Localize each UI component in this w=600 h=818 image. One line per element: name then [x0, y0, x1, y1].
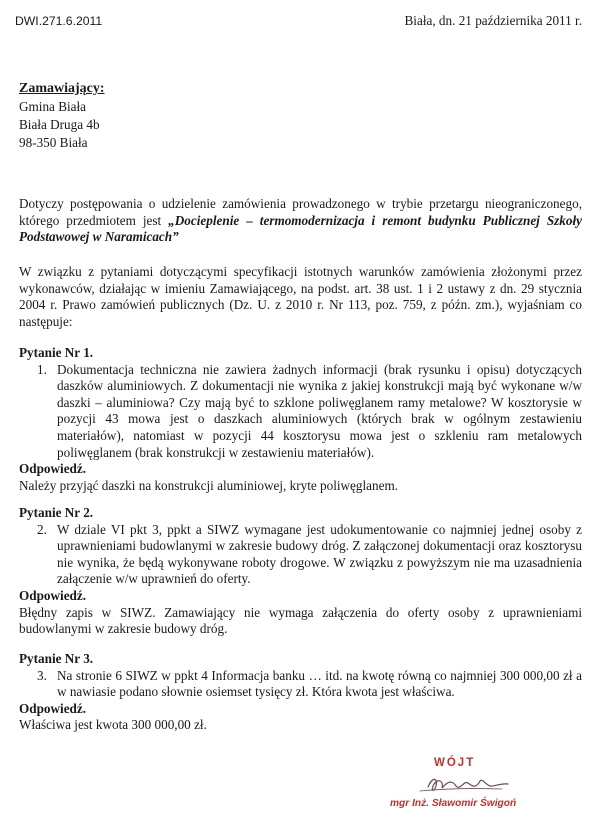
question-block-3 [19, 651, 582, 734]
recipient-line: Biała Druga 4b [19, 117, 100, 132]
handwritten-signature [390, 767, 520, 799]
recipient-line: 98-350 Biała [19, 135, 88, 150]
question-text: Na stronie 6 SIWZ w ppkt 4 Informacja banku … itd. na kwotę równą co najmniej 300 000,00 zł a w nawiasie podano słownie osiemset tysięcy zł. Która kwota jest właściwa. [57, 667, 582, 700]
subject-paragraph [19, 196, 582, 246]
question-block-1 [19, 345, 582, 494]
question-heading: Pytanie Nr 2. [19, 505, 94, 520]
answer-text: Należy przyjąć daszki na konstrukcji aluminiowej, kryte poliwęglanem. [19, 477, 399, 493]
reference-number: DWI.271.6.2011 [15, 14, 103, 28]
place-and-date: Biała, dn. 21 października 2011 r. [404, 13, 582, 28]
question-block-2 [19, 505, 582, 638]
answer-label: Odpowiedź. [19, 461, 87, 477]
recipient-line: Gmina Biała [19, 99, 87, 114]
question-item [19, 522, 582, 588]
intro-paragraph: W związku z pytaniami dotyczącymi specyfikacji istotnych warunków zamówienia złożonymi przez wykonawców, działając w imieniu Zamawiającego, na podst. art. 38 ust. 1 i 2 ustawy z dn. 29 stycznia 2004 r. Prawo zamówień publicznych (Dz. U. z 2010 r. Nr 113, poz. 759, z późn. zm.), wyjaśniam co następuje: [19, 264, 582, 329]
question-number: 3. [37, 667, 47, 683]
question-heading: Pytanie Nr 1. [19, 345, 94, 360]
recipient-heading: Zamawiający: [19, 81, 105, 96]
answer-text: Właściwa jest kwota 300 000,00 zł. [19, 717, 207, 733]
answer-label: Odpowiedź. [19, 587, 87, 603]
question-heading: Pytanie Nr 3. [19, 651, 94, 666]
answer-label: Odpowiedź. [19, 700, 87, 716]
question-number: 1. [37, 361, 47, 377]
signature-stamp [390, 757, 560, 815]
question-number: 2. [37, 521, 47, 537]
stamp-name: mgr Inż. Sławomir Świgoń [390, 798, 517, 809]
question-item [19, 362, 582, 462]
question-text: W dziale VI pkt 3, ppkt a SIWZ wymagane jest udokumentowanie co najmniej jednej osoby z uprawnieniami budowlanymi w zakresie budowy dróg. Z załączonej dokumentacji oraz kosztorysu nie wynika, że będą wykonywane roboty drogowe. W związku z powyższym nie ma uzasadnienia załączenie w/w uprawnień do oferty. [57, 521, 582, 587]
answer-text: Błędny zapis w SIWZ. Zamawiający nie wymaga załączenia do oferty osoby z uprawnieniami budowlanymi w zakresie budowy dróg. [19, 604, 582, 637]
question-item [19, 668, 582, 701]
subject-title: „Docieplenie – termomodernizacja i remont budynku Publicznej Szkoły Podstawowej w Naramicach” [19, 212, 582, 245]
stamp-title: WÓJT [434, 757, 476, 769]
question-text: Dokumentacja techniczna nie zawiera żadnych informacji (brak rysunku i opisu) dotyczących daszków aluminiowych. Z dokumentacji nie wynika z jakiej konstrukcji mają być wykonane w/w daszki – aluminiowa? Czy mają być to szklone poliwęglanem ramy metalowe? W kosztorysie w pozycji 43 mowa jest o daszkach aluminiowych (których brak w ogólnym zestawieniu materiałów), natomiast w pozycji 44 kosztorysu mowa jest o szkleniu ram metalowych poliwęglanem (brak konstrukcji w zestawieniu materiałów). [57, 361, 582, 460]
subject-intro: Dotyczy postępowania o udzielenie zamówienia prowadzonego w trybie przetargu nieograniczonego, którego przedmiotem jest [19, 196, 582, 228]
